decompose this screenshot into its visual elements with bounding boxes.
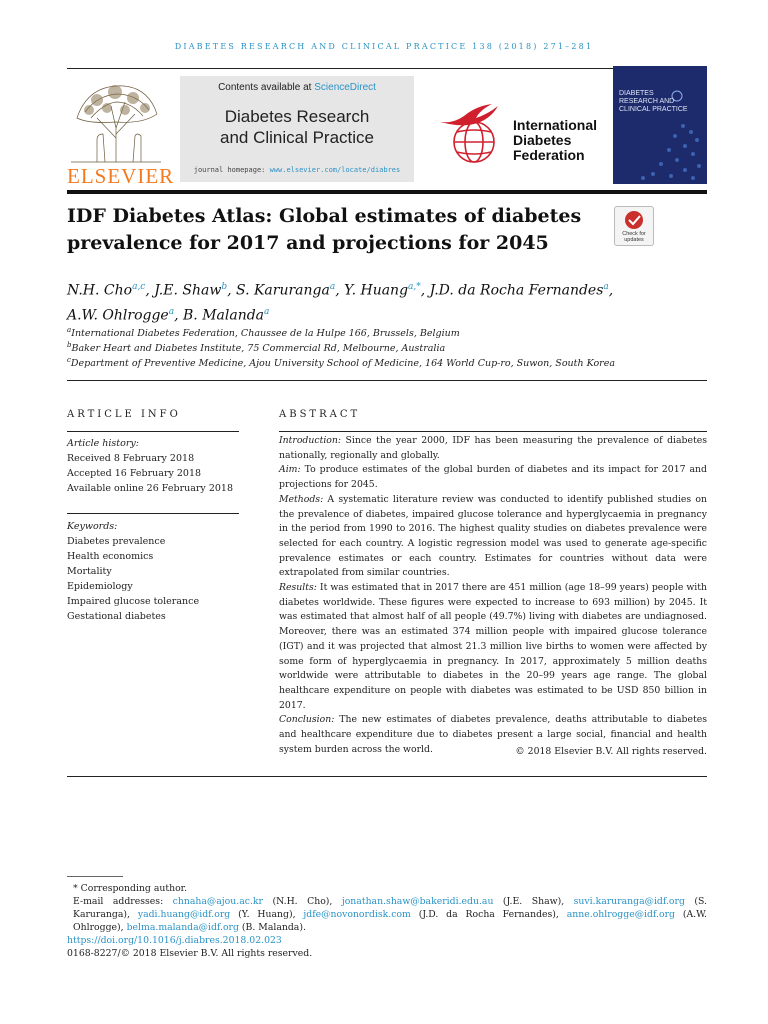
check-updates-line1: Check for xyxy=(622,231,646,237)
abstract-aim xyxy=(279,463,707,492)
keyword-item: Diabetes prevalence xyxy=(67,536,166,547)
check-updates-line2: updates xyxy=(624,237,644,243)
check-updates-icon xyxy=(615,208,653,232)
cover-title xyxy=(619,90,688,114)
email-owner: (Y. Huang), xyxy=(230,909,304,920)
author-name: N.H. Cho xyxy=(67,282,133,299)
email-link[interactable]: yadi.huang@idf.org xyxy=(137,909,231,920)
keyword-item: Health economics xyxy=(67,551,154,562)
author-name: S. Karuranga xyxy=(235,282,330,299)
affiliation-c xyxy=(67,356,712,369)
abstract-results xyxy=(279,581,707,713)
history-online: Available online 26 February 2018 xyxy=(67,483,233,494)
journal-homepage-line xyxy=(180,166,414,174)
email-owner: (N.H. Cho), xyxy=(262,896,342,907)
doi-link[interactable]: https://doi.org/10.1016/j.diabres.2018.02.023 xyxy=(67,935,282,946)
abstract-heading: ABSTRACT xyxy=(279,409,361,420)
email-owner: (A.W. Ohlrogge), xyxy=(73,909,707,933)
author-name: J.D. da Rocha Fernandes xyxy=(429,282,604,299)
affiliation-rule xyxy=(67,380,707,381)
abstract-introduction xyxy=(279,434,707,463)
contents-prefix: Contents available at xyxy=(218,82,315,93)
abstract-section-text: The new estimates of diabetes prevalence, deaths attributable to diabetes and healthcare expenditure due to diabetes present a large social, financial and health system burden across the world. xyxy=(279,714,707,755)
article-history-label: Article history: xyxy=(67,438,139,449)
article-title xyxy=(67,203,607,257)
abstract-methods xyxy=(279,493,707,581)
abstract-section-label: Conclusion: xyxy=(279,714,335,726)
abstract-body xyxy=(279,434,707,757)
affiliation-marker: c xyxy=(67,356,71,364)
author-separator: , xyxy=(420,282,430,299)
author-name: B. Malanda xyxy=(183,307,265,324)
history-accepted: Accepted 16 February 2018 xyxy=(67,468,202,479)
email-link[interactable]: jdfe@novonordisk.com xyxy=(303,909,411,920)
author-affil-marker[interactable]: a xyxy=(264,306,270,317)
history-received: Received 8 February 2018 xyxy=(67,453,195,464)
email-addresses xyxy=(67,895,707,934)
keyword-item: Gestational diabetes xyxy=(67,611,166,622)
idf-line1: International xyxy=(513,117,598,133)
abstract-section-text: Since the year 2000, IDF has been measuring the prevalence of diabetes nationally, regionally and globally. xyxy=(279,435,707,461)
abstract-section-text: A systematic literature review was conducted to identify published studies on the prevalence of diabetes, impaired glucose tolerance and hyperglycaemia in pregnancy in the period from 1990 to 2016. The highest quality studies on diabetes prevalence were selected for each country. A logistic regression model was used to generate age-specific prevalence estimates or each country. Estimates for countries without data were extrapolated from similar countries. xyxy=(279,493,707,579)
author-separator: , xyxy=(335,282,345,299)
abstract-section-label: Aim: xyxy=(279,464,301,476)
keywords-rule xyxy=(67,513,239,514)
running-header: DIABETES RESEARCH AND CLINICAL PRACTICE 138 (2018) 271–281 xyxy=(174,42,594,51)
email-owner: (J.E. Shaw), xyxy=(493,896,574,907)
email-owner: (S. Karuranga), xyxy=(73,896,708,920)
keyword-item: Impaired glucose tolerance xyxy=(67,596,200,607)
abstract-copyright: © 2018 Elsevier B.V. All rights reserved. xyxy=(515,746,707,757)
abstract-section-text: To produce estimates of the global burden of diabetes and its impact for 2017 and projections for 2045. xyxy=(279,464,707,491)
header-rule xyxy=(67,68,707,69)
sciencedirect-link[interactable]: ScienceDirect xyxy=(314,82,376,93)
author-name: A.W. Ohlrogge xyxy=(67,307,169,324)
author-affil-marker[interactable]: a,c xyxy=(132,282,146,292)
author-affil-marker[interactable]: a,* xyxy=(408,282,421,292)
affiliation-a xyxy=(67,326,712,339)
author-name: J.E. Shaw xyxy=(154,282,222,299)
journal-cover-thumbnail xyxy=(613,66,707,184)
cover-line2: RESEARCH AND xyxy=(619,98,675,105)
abstract-end-rule xyxy=(67,776,707,777)
abstract-section-label: Introduction: xyxy=(279,435,342,446)
journal-name-line1: Diabetes Research xyxy=(224,107,370,126)
abstract-rule xyxy=(279,431,707,432)
email-link[interactable]: anne.ohlrogge@idf.org xyxy=(566,909,675,920)
idf-wordmark xyxy=(513,118,597,163)
article-history xyxy=(67,436,239,496)
author-affil-marker[interactable]: a xyxy=(329,282,336,292)
email-owner: (J.D. da Rocha Fernandes), xyxy=(410,909,567,920)
author-affil-marker[interactable]: b xyxy=(221,282,228,292)
email-label: E-mail addresses: xyxy=(73,896,173,907)
homepage-link[interactable]: www.elsevier.com/locate/diabres xyxy=(269,166,401,174)
affiliation-b xyxy=(67,341,712,354)
keywords-label: Keywords: xyxy=(67,521,118,532)
footnotes xyxy=(67,882,707,960)
footnote-rule xyxy=(67,876,123,877)
author-name: Y. Huang xyxy=(344,282,409,299)
check-for-updates-button[interactable] xyxy=(614,206,654,246)
email-link[interactable]: jonathan.shaw@bakeridi.edu.au xyxy=(341,896,494,907)
keywords-block xyxy=(67,519,239,624)
affiliation-text: Baker Heart and Diabetes Institute, 75 Commercial Rd, Melbourne, Australia xyxy=(71,343,446,355)
article-info-heading: ARTICLE INFO xyxy=(67,409,181,420)
keyword-item: Epidemiology xyxy=(67,581,133,592)
cover-line3: CLINICAL PRACTICE xyxy=(619,106,688,113)
author-affil-marker[interactable]: a xyxy=(168,306,175,317)
homepage-prefix: journal homepage: xyxy=(193,166,270,174)
article-info-rule xyxy=(67,431,239,432)
author-affil-marker[interactable]: a xyxy=(603,282,609,292)
cover-line1: DIABETES xyxy=(619,90,654,97)
affiliation-text: International Diabetes Federation, Chaussee de la Hulpe 166, Brussels, Belgium xyxy=(71,328,460,340)
idf-bird-globe-logo xyxy=(430,96,510,168)
affiliation-marker: a xyxy=(67,326,72,334)
check-updates-label xyxy=(615,231,653,243)
abstract-section-label: Results: xyxy=(279,582,317,594)
email-owner: (B. Malanda). xyxy=(238,922,306,933)
journal-name xyxy=(180,106,414,148)
author-separator: , xyxy=(145,282,155,299)
author-separator: , xyxy=(227,282,236,299)
keyword-item: Mortality xyxy=(67,566,112,577)
affiliation-marker: b xyxy=(67,341,72,349)
header-thick-rule xyxy=(67,190,707,194)
author-list xyxy=(67,277,712,326)
abstract-section-label: Methods: xyxy=(279,493,324,505)
journal-name-line2: and Clinical Practice xyxy=(219,128,374,147)
author-separator: , xyxy=(608,282,614,299)
affiliation-text: Department of Preventive Medicine, Ajou University School of Medicine, 164 World Cup-ro, Suwon, South Korea xyxy=(70,358,616,370)
email-link[interactable]: belma.malanda@idf.org xyxy=(126,922,239,933)
contents-available-line xyxy=(180,82,414,93)
title-line2: prevalence for 2017 and projections for 2045 xyxy=(67,232,549,254)
issn-copyright: 0168-8227/© 2018 Elsevier B.V. All rights reserved. xyxy=(67,948,313,959)
email-link[interactable]: chnaha@ajou.ac.kr xyxy=(172,896,263,907)
author-separator: , xyxy=(174,307,183,324)
abstract-section-text: It was estimated that in 2017 there are 451 million (age 18–99 years) people with diabetes worldwide. These figures were expected to increase to 693 million) by 2045. It was estimated that almost half of all people (49.7%) living with diabetes are undiagnosed. Moreover, there was an estimated 374 million people with impaired glucose tolerance (IGT) and it was projected that almost 21.3 million live births to women were affected by some form of hyperglycaemia in pregnancy. In 2017, approximately 5 million deaths worldwide were attributable to diabetes in the 20–99 years age range. The global healthcare expenditure on people with diabetes was estimated to be USD 850 billion in 2017. xyxy=(279,582,707,711)
idf-line2: Diabetes xyxy=(513,132,572,148)
elsevier-wordmark: ELSEVIER xyxy=(67,164,175,188)
corresponding-author-note: * Corresponding author. xyxy=(73,883,188,894)
email-link[interactable]: suvi.karuranga@idf.org xyxy=(573,896,685,907)
idf-line3: Federation xyxy=(513,147,585,163)
title-line1: IDF Diabetes Atlas: Global estimates of diabetes xyxy=(67,205,582,227)
